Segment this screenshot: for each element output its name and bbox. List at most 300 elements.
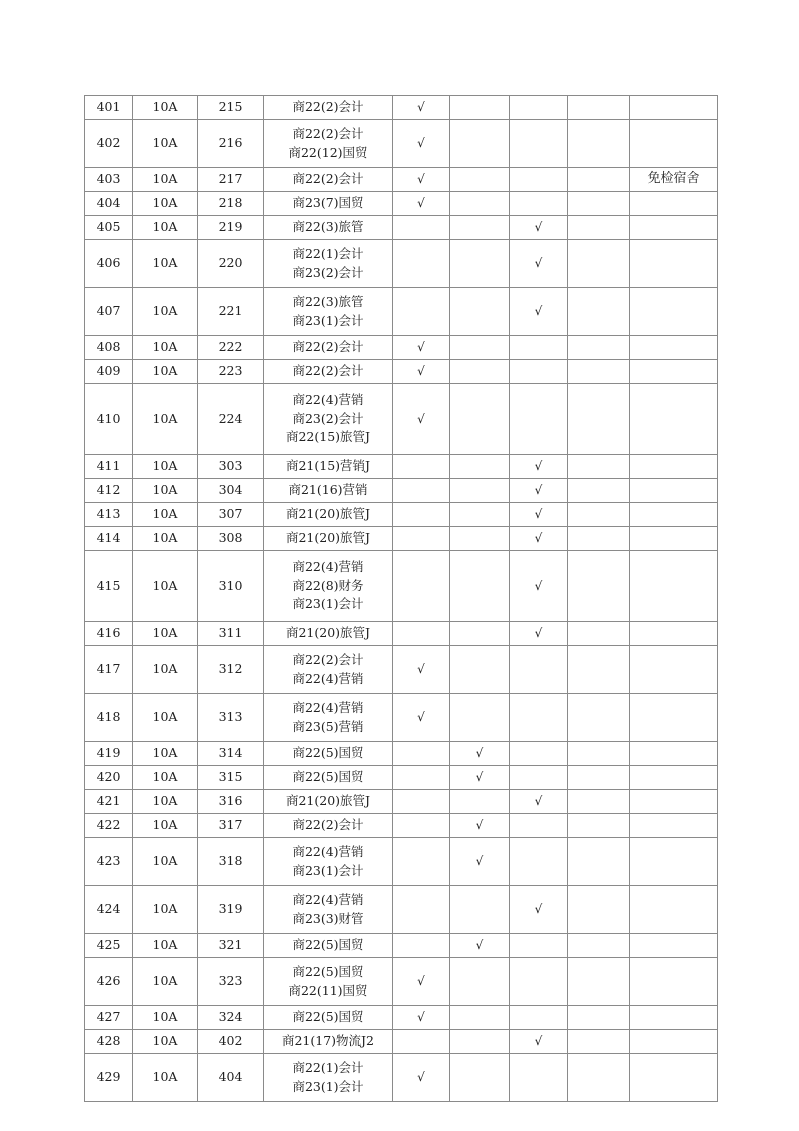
note-cell: 免检宿舍	[630, 168, 718, 192]
grade-cell-2	[450, 1054, 510, 1102]
table-row	[85, 120, 718, 168]
grade-cell-1	[393, 1030, 450, 1054]
checkmark-cell-2: √	[450, 838, 510, 886]
class-cell	[264, 742, 393, 766]
class-cell	[264, 216, 393, 240]
row-number: 403	[85, 168, 133, 192]
table-row	[85, 694, 718, 742]
note-cell	[630, 1030, 718, 1054]
grade-cell-4	[568, 479, 630, 503]
row-number: 401	[85, 96, 133, 120]
grade-cell-1	[393, 240, 450, 288]
table-row	[85, 216, 718, 240]
room-cell: 216	[198, 120, 264, 168]
note-cell	[630, 120, 718, 168]
class-cell	[264, 527, 393, 551]
row-number: 413	[85, 503, 133, 527]
room-cell: 304	[198, 479, 264, 503]
note-cell	[630, 360, 718, 384]
grade-cell-3	[510, 1006, 568, 1030]
room-cell: 311	[198, 622, 264, 646]
checkmark-cell-3: √	[510, 455, 568, 479]
table-row	[85, 479, 718, 503]
note-cell	[630, 958, 718, 1006]
note-cell	[630, 1054, 718, 1102]
row-number: 412	[85, 479, 133, 503]
class-name: 商22(12)国贸	[288, 144, 368, 160]
class-name: 商22(3)旅管	[292, 294, 364, 309]
class-cell	[264, 96, 393, 120]
building-cell: 10A	[133, 551, 198, 622]
row-number: 419	[85, 742, 133, 766]
grade-cell-3	[510, 766, 568, 790]
grade-cell-4	[568, 622, 630, 646]
table-row	[85, 766, 718, 790]
building-cell: 10A	[133, 192, 198, 216]
room-cell: 307	[198, 503, 264, 527]
note-cell	[630, 934, 718, 958]
checkmark-cell-3: √	[510, 216, 568, 240]
class-name: 商21(16)营销	[288, 482, 368, 498]
grade-cell-2	[450, 240, 510, 288]
row-number: 415	[85, 551, 133, 622]
room-cell: 321	[198, 934, 264, 958]
checkmark-cell-1: √	[393, 96, 450, 120]
note-cell	[630, 527, 718, 551]
grade-cell-3	[510, 814, 568, 838]
room-cell: 215	[198, 96, 264, 120]
checkmark-cell-1: √	[393, 1006, 450, 1030]
class-cell	[264, 1030, 393, 1054]
grade-cell-4	[568, 288, 630, 336]
grade-cell-4	[568, 1054, 630, 1102]
class-name: 商22(5)国贸	[292, 937, 364, 953]
class-cell	[264, 120, 393, 168]
grade-cell-1	[393, 551, 450, 622]
class-name: 商21(20)旅管J	[285, 506, 371, 522]
grade-cell-1	[393, 455, 450, 479]
grade-cell-3	[510, 384, 568, 455]
grade-cell-2	[450, 384, 510, 455]
building-cell: 10A	[133, 742, 198, 766]
checkmark-cell-3: √	[510, 790, 568, 814]
checkmark-cell-1: √	[393, 1054, 450, 1102]
checkmark-cell-1: √	[393, 694, 450, 742]
row-number: 416	[85, 622, 133, 646]
checkmark-cell-1: √	[393, 384, 450, 455]
table-row	[85, 551, 718, 622]
row-number: 405	[85, 216, 133, 240]
room-cell: 220	[198, 240, 264, 288]
grade-cell-1	[393, 503, 450, 527]
class-name: 商22(3)旅管	[292, 219, 364, 235]
grade-cell-3	[510, 120, 568, 168]
class-name: 商21(20)旅管J	[285, 793, 371, 809]
class-name: 商22(4)营销	[292, 844, 364, 859]
room-cell: 303	[198, 455, 264, 479]
grade-cell-3	[510, 96, 568, 120]
row-number: 421	[85, 790, 133, 814]
row-number: 404	[85, 192, 133, 216]
class-cell	[264, 886, 393, 934]
grade-cell-1	[393, 814, 450, 838]
grade-cell-2	[450, 168, 510, 192]
note-cell	[630, 814, 718, 838]
checkmark-cell-1: √	[393, 168, 450, 192]
table-body	[85, 96, 718, 1102]
table-row	[85, 384, 718, 455]
class-cell	[264, 814, 393, 838]
class-cell	[264, 838, 393, 886]
grade-cell-4	[568, 360, 630, 384]
class-cell	[264, 384, 393, 455]
checkmark-cell-2: √	[450, 814, 510, 838]
grade-cell-4	[568, 120, 630, 168]
building-cell: 10A	[133, 790, 198, 814]
building-cell: 10A	[133, 766, 198, 790]
grade-cell-2	[450, 503, 510, 527]
grade-cell-2	[450, 479, 510, 503]
grade-cell-4	[568, 503, 630, 527]
class-name: 商21(20)旅管J	[285, 530, 371, 546]
building-cell: 10A	[133, 814, 198, 838]
note-cell	[630, 288, 718, 336]
checkmark-cell-3: √	[510, 1030, 568, 1054]
class-cell	[264, 168, 393, 192]
table-row	[85, 958, 718, 1006]
grade-cell-2	[450, 1006, 510, 1030]
grade-cell-4	[568, 455, 630, 479]
class-cell	[264, 1006, 393, 1030]
room-cell: 323	[198, 958, 264, 1006]
table-row	[85, 96, 718, 120]
table-row	[85, 934, 718, 958]
grade-cell-2	[450, 886, 510, 934]
building-cell: 10A	[133, 336, 198, 360]
class-cell	[264, 766, 393, 790]
class-name: 商23(7)国贸	[292, 195, 364, 211]
row-number: 410	[85, 384, 133, 455]
table-row	[85, 814, 718, 838]
grade-cell-4	[568, 766, 630, 790]
note-cell	[630, 886, 718, 934]
room-cell: 224	[198, 384, 264, 455]
table-row	[85, 646, 718, 694]
class-cell	[264, 503, 393, 527]
grade-cell-1	[393, 622, 450, 646]
building-cell: 10A	[133, 622, 198, 646]
table-row	[85, 503, 718, 527]
table-row	[85, 622, 718, 646]
note-cell	[630, 622, 718, 646]
checkmark-cell-2: √	[450, 766, 510, 790]
grade-cell-4	[568, 934, 630, 958]
checkmark-cell-3: √	[510, 503, 568, 527]
grade-cell-1	[393, 766, 450, 790]
room-cell: 222	[198, 336, 264, 360]
grade-cell-1	[393, 742, 450, 766]
grade-cell-4	[568, 96, 630, 120]
room-cell: 402	[198, 1030, 264, 1054]
row-number: 422	[85, 814, 133, 838]
room-cell: 218	[198, 192, 264, 216]
checkmark-cell-3: √	[510, 622, 568, 646]
grade-cell-1	[393, 886, 450, 934]
room-cell: 316	[198, 790, 264, 814]
class-cell	[264, 1054, 393, 1102]
class-cell	[264, 360, 393, 384]
grade-cell-1	[393, 479, 450, 503]
grade-cell-4	[568, 742, 630, 766]
class-cell	[264, 694, 393, 742]
table-row	[85, 192, 718, 216]
building-cell: 10A	[133, 216, 198, 240]
building-cell: 10A	[133, 384, 198, 455]
class-name: 商22(2)会计	[292, 652, 364, 667]
building-cell: 10A	[133, 694, 198, 742]
grade-cell-4	[568, 551, 630, 622]
class-cell	[264, 790, 393, 814]
checkmark-cell-3: √	[510, 240, 568, 288]
row-number: 411	[85, 455, 133, 479]
checkmark-cell-1: √	[393, 958, 450, 1006]
class-cell	[264, 646, 393, 694]
checkmark-cell-3: √	[510, 479, 568, 503]
room-cell: 313	[198, 694, 264, 742]
note-cell	[630, 838, 718, 886]
note-cell	[630, 240, 718, 288]
row-number: 408	[85, 336, 133, 360]
grade-cell-3	[510, 694, 568, 742]
building-cell: 10A	[133, 1006, 198, 1030]
grade-cell-3	[510, 646, 568, 694]
row-number: 427	[85, 1006, 133, 1030]
checkmark-cell-3: √	[510, 886, 568, 934]
row-number: 428	[85, 1030, 133, 1054]
building-cell: 10A	[133, 886, 198, 934]
note-cell	[630, 503, 718, 527]
table-row	[85, 360, 718, 384]
class-name: 商22(11)国贸	[288, 982, 368, 998]
table-row	[85, 240, 718, 288]
building-cell: 10A	[133, 168, 198, 192]
room-cell: 324	[198, 1006, 264, 1030]
note-cell	[630, 742, 718, 766]
building-cell: 10A	[133, 958, 198, 1006]
class-name: 商22(2)会计	[292, 817, 364, 833]
grade-cell-4	[568, 694, 630, 742]
class-name: 商23(5)营销	[292, 718, 364, 734]
table-row	[85, 1030, 718, 1054]
row-number: 406	[85, 240, 133, 288]
table-row	[85, 455, 718, 479]
note-cell	[630, 1006, 718, 1030]
building-cell: 10A	[133, 288, 198, 336]
note-cell	[630, 216, 718, 240]
grade-cell-4	[568, 958, 630, 1006]
building-cell: 10A	[133, 360, 198, 384]
class-name: 商22(4)营销	[292, 892, 364, 907]
building-cell: 10A	[133, 455, 198, 479]
grade-cell-4	[568, 790, 630, 814]
grade-cell-3	[510, 192, 568, 216]
building-cell: 10A	[133, 646, 198, 694]
checkmark-cell-1: √	[393, 336, 450, 360]
dorm-inspection-table	[84, 95, 718, 1102]
table-row	[85, 168, 718, 192]
note-cell	[630, 551, 718, 622]
grade-cell-4	[568, 336, 630, 360]
class-cell	[264, 192, 393, 216]
grade-cell-2	[450, 120, 510, 168]
grade-cell-4	[568, 838, 630, 886]
grade-cell-4	[568, 1030, 630, 1054]
table-row	[85, 288, 718, 336]
class-cell	[264, 336, 393, 360]
grade-cell-2	[450, 216, 510, 240]
note-cell	[630, 192, 718, 216]
grade-cell-4	[568, 192, 630, 216]
grade-cell-2	[450, 694, 510, 742]
grade-cell-2	[450, 646, 510, 694]
room-cell: 317	[198, 814, 264, 838]
building-cell: 10A	[133, 1054, 198, 1102]
grade-cell-2	[450, 336, 510, 360]
grade-cell-2	[450, 455, 510, 479]
table-row	[85, 886, 718, 934]
room-cell: 312	[198, 646, 264, 694]
table-row	[85, 1006, 718, 1030]
grade-cell-4	[568, 1006, 630, 1030]
grade-cell-2	[450, 1030, 510, 1054]
grade-cell-3	[510, 1054, 568, 1102]
class-cell	[264, 622, 393, 646]
class-cell	[264, 958, 393, 1006]
grade-cell-1	[393, 790, 450, 814]
grade-cell-2	[450, 551, 510, 622]
room-cell: 217	[198, 168, 264, 192]
class-name: 商22(4)营销	[292, 392, 364, 408]
class-cell	[264, 288, 393, 336]
grade-cell-3	[510, 934, 568, 958]
grade-cell-2	[450, 527, 510, 551]
row-number: 429	[85, 1054, 133, 1102]
class-name: 商23(3)财管	[292, 910, 364, 926]
grade-cell-2	[450, 622, 510, 646]
class-name: 商22(5)国贸	[292, 769, 364, 785]
room-cell: 223	[198, 360, 264, 384]
building-cell: 10A	[133, 934, 198, 958]
note-cell	[630, 455, 718, 479]
note-cell	[630, 336, 718, 360]
grade-cell-3	[510, 336, 568, 360]
grade-cell-1	[393, 934, 450, 958]
grade-cell-4	[568, 814, 630, 838]
row-number: 402	[85, 120, 133, 168]
checkmark-cell-3: √	[510, 551, 568, 622]
grade-cell-3	[510, 838, 568, 886]
grade-cell-3	[510, 958, 568, 1006]
class-name: 商21(15)营销J	[285, 458, 371, 474]
table-row	[85, 742, 718, 766]
row-number: 417	[85, 646, 133, 694]
building-cell: 10A	[133, 503, 198, 527]
row-number: 414	[85, 527, 133, 551]
class-name: 商22(2)会计	[292, 363, 364, 379]
row-number: 425	[85, 934, 133, 958]
class-name: 商22(4)营销	[292, 559, 364, 575]
grade-cell-1	[393, 527, 450, 551]
class-name: 商23(1)会计	[292, 596, 364, 612]
room-cell: 319	[198, 886, 264, 934]
grade-cell-4	[568, 168, 630, 192]
grade-cell-3	[510, 742, 568, 766]
class-cell	[264, 551, 393, 622]
class-name: 商23(1)会计	[292, 862, 364, 878]
building-cell: 10A	[133, 479, 198, 503]
row-number: 426	[85, 958, 133, 1006]
class-name: 商22(2)会计	[292, 126, 364, 141]
building-cell: 10A	[133, 240, 198, 288]
building-cell: 10A	[133, 120, 198, 168]
checkmark-cell-2: √	[450, 934, 510, 958]
class-name: 商21(20)旅管J	[285, 625, 371, 641]
note-cell	[630, 96, 718, 120]
grade-cell-4	[568, 384, 630, 455]
grade-cell-2	[450, 958, 510, 1006]
row-number: 407	[85, 288, 133, 336]
class-cell	[264, 479, 393, 503]
grade-cell-2	[450, 360, 510, 384]
building-cell: 10A	[133, 527, 198, 551]
class-name: 商22(8)财务	[292, 577, 364, 593]
table-row	[85, 336, 718, 360]
note-cell	[630, 766, 718, 790]
grade-cell-1	[393, 838, 450, 886]
grade-cell-2	[450, 288, 510, 336]
grade-cell-2	[450, 96, 510, 120]
building-cell: 10A	[133, 96, 198, 120]
checkmark-cell-1: √	[393, 646, 450, 694]
building-cell: 10A	[133, 838, 198, 886]
class-name: 商22(5)国贸	[292, 964, 364, 979]
class-name: 商22(2)会计	[292, 339, 364, 355]
row-number: 409	[85, 360, 133, 384]
class-cell	[264, 455, 393, 479]
grade-cell-1	[393, 216, 450, 240]
room-cell: 404	[198, 1054, 264, 1102]
row-number: 424	[85, 886, 133, 934]
class-name: 商22(4)营销	[292, 670, 364, 686]
class-name: 商22(15)旅管J	[285, 429, 371, 445]
checkmark-cell-1: √	[393, 360, 450, 384]
class-name: 商22(5)国贸	[292, 1009, 364, 1025]
checkmark-cell-3: √	[510, 527, 568, 551]
table-row	[85, 1054, 718, 1102]
class-cell	[264, 240, 393, 288]
checkmark-cell-1: √	[393, 120, 450, 168]
room-cell: 315	[198, 766, 264, 790]
grade-cell-4	[568, 886, 630, 934]
class-name: 商23(2)会计	[292, 410, 364, 426]
room-cell: 310	[198, 551, 264, 622]
table-row	[85, 838, 718, 886]
grade-cell-4	[568, 240, 630, 288]
class-name: 商21(17)物流J2	[281, 1033, 375, 1049]
class-name: 商23(1)会计	[292, 1078, 364, 1094]
grade-cell-2	[450, 192, 510, 216]
class-name: 商22(1)会计	[292, 246, 364, 261]
